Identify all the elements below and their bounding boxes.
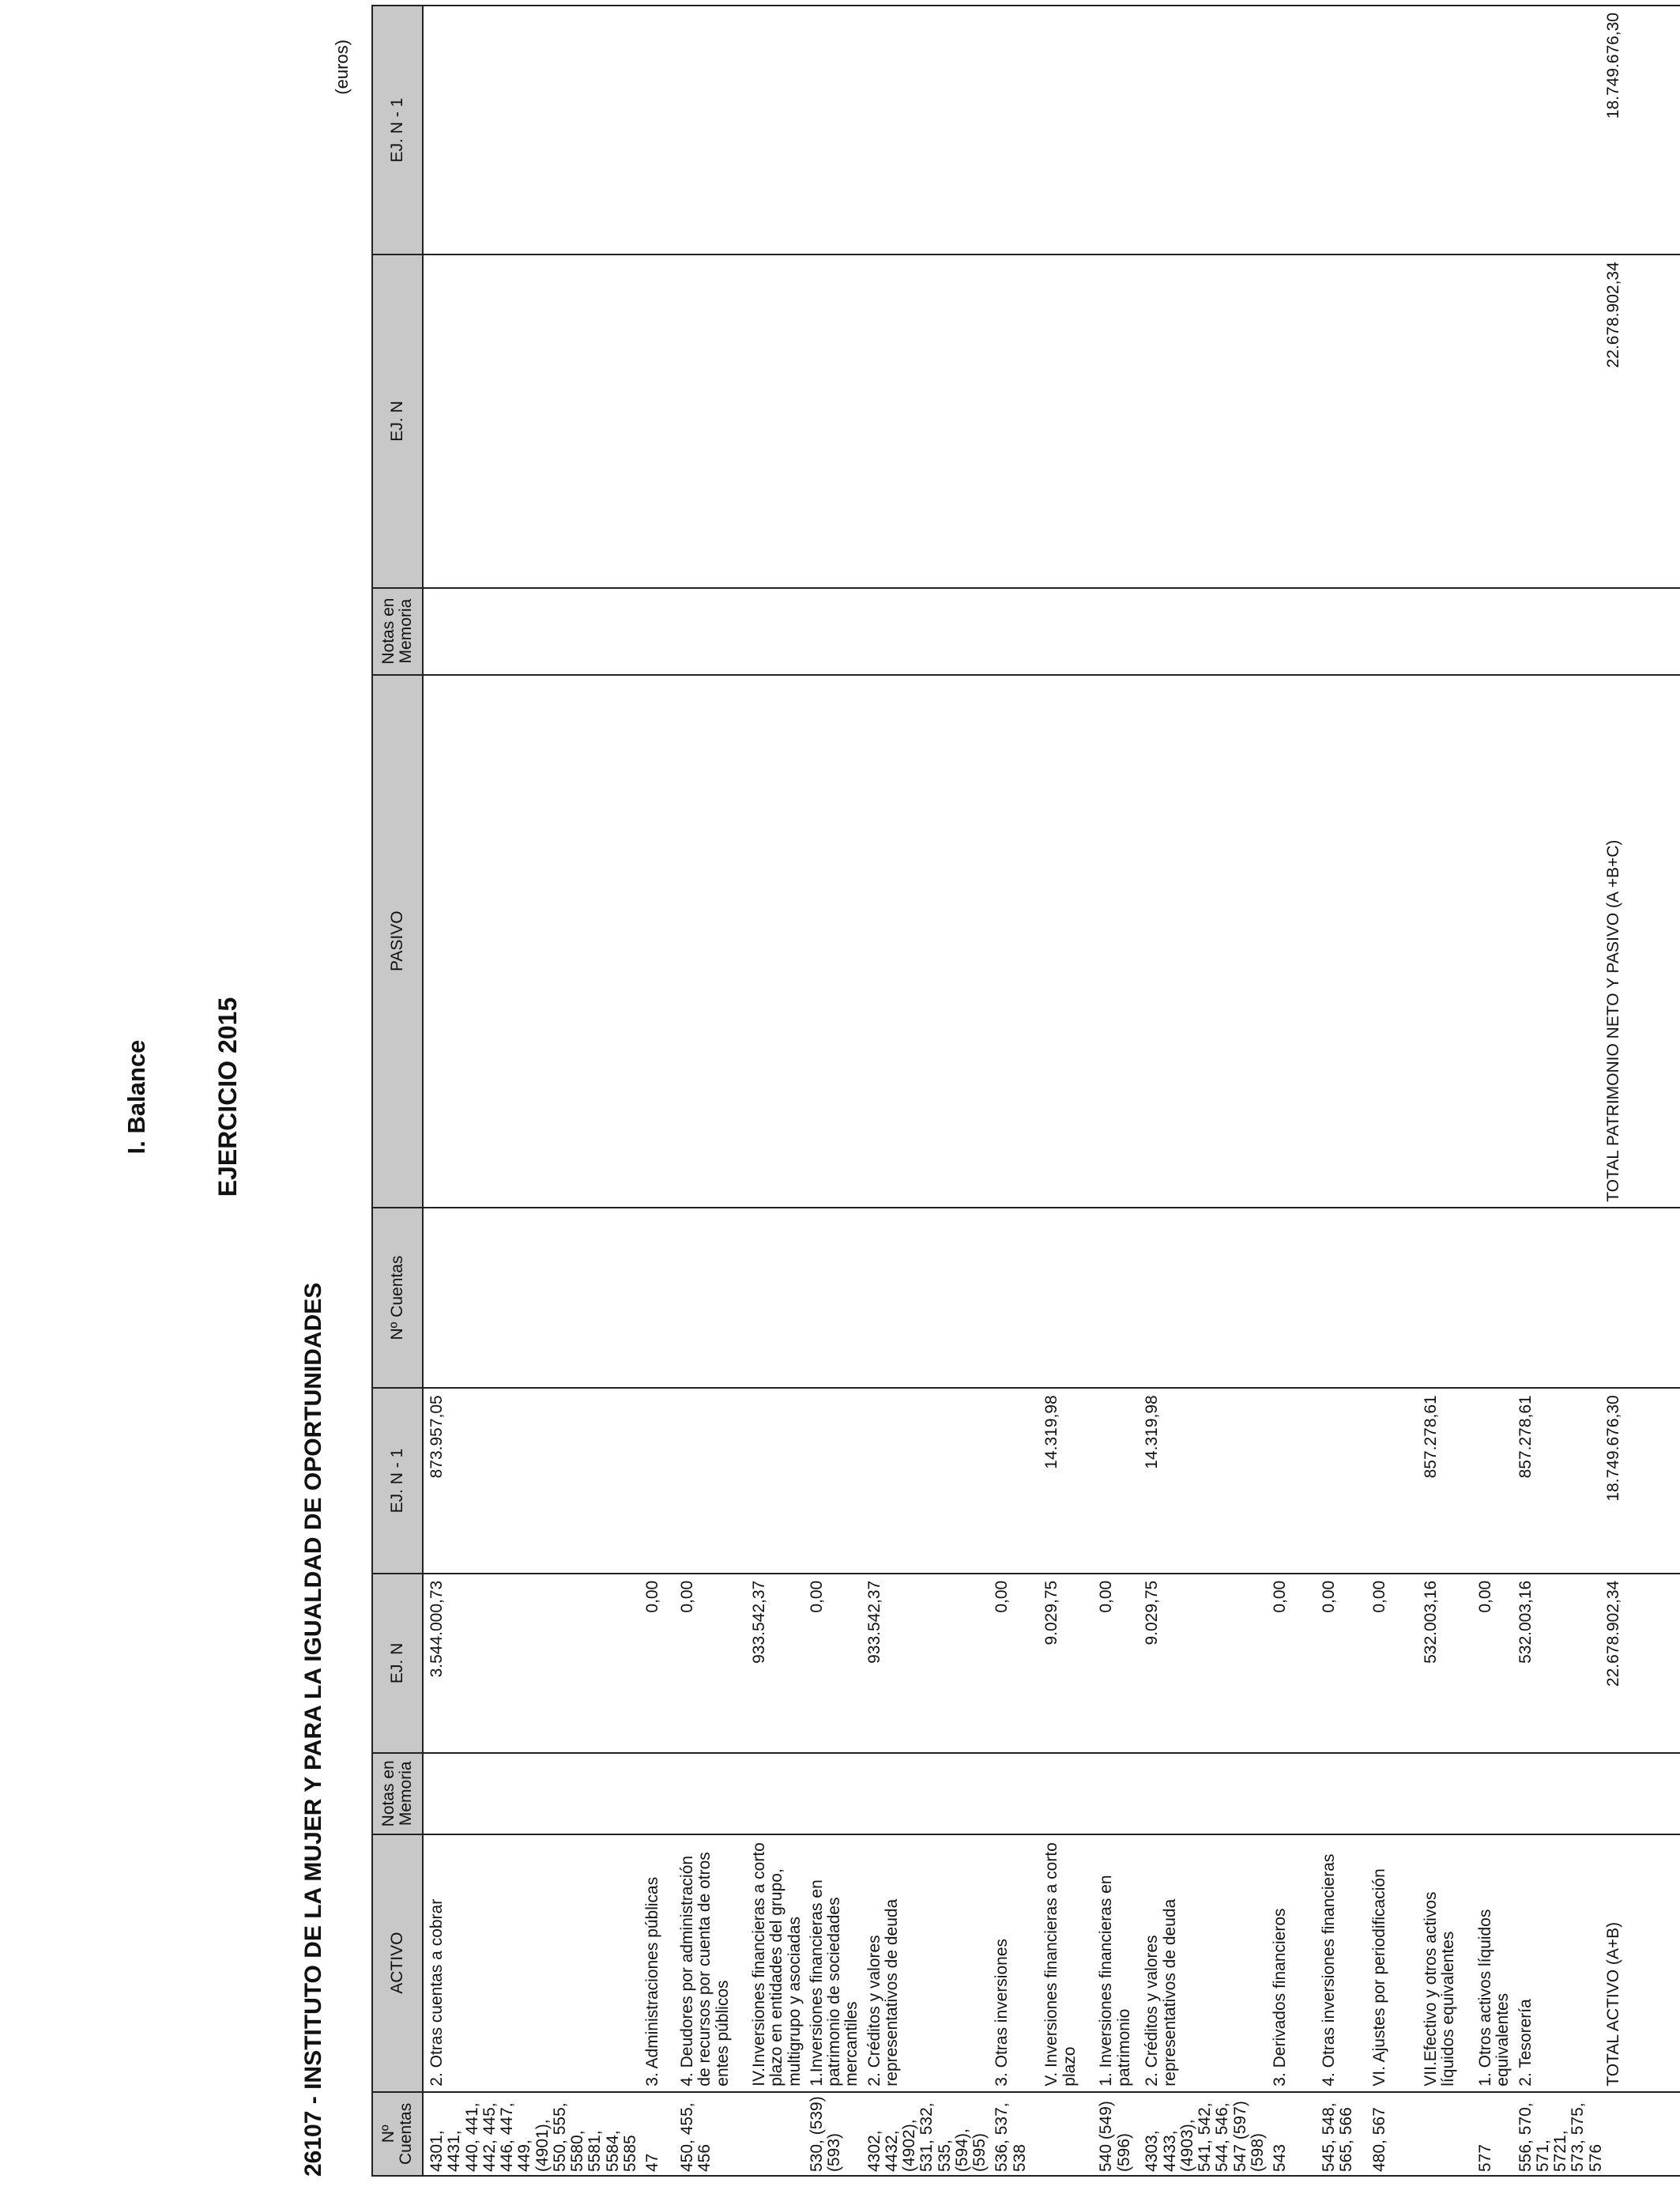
value-ej-n-1-pasivo-empty xyxy=(423,6,1605,254)
notes-cell xyxy=(1316,1753,1366,1834)
notes-cell xyxy=(1418,1753,1472,1834)
page-title: I. Balance xyxy=(122,1039,150,1155)
notes-cell xyxy=(639,1753,674,1834)
account-numbers: 577 xyxy=(1472,2092,1512,2176)
col-ej-n-pasivo: EJ. N xyxy=(372,254,423,587)
value-ej-n: 0,00 xyxy=(639,1574,674,1753)
value-ej-n: 933.542,37 xyxy=(861,1574,989,1753)
table-row xyxy=(423,6,639,2176)
pasivo-total-concept: TOTAL PATRIMONIO NETO Y PASIVO (A +B+C) xyxy=(1605,675,1680,1208)
value-ej-n-1: 857.278,61 xyxy=(1418,1388,1472,1574)
account-numbers: 556, 570, 571, 5721, 573, 575, 576 xyxy=(1512,2092,1605,2176)
value-ej-n: 9.029,75 xyxy=(1038,1574,1093,1753)
entity-name: 26107 - INSTITUTO DE LA MUJER Y PARA LA IGUALDAD DE OPORTUNIDADES xyxy=(300,1282,326,2177)
pasivo-total-ej-n: 22.678.902,34 xyxy=(1605,254,1680,587)
value-ej-n: 933.542,37 xyxy=(746,1574,804,1753)
value-ej-n-1: 857.278,61 xyxy=(1512,1388,1605,1574)
activo-concept: 1. Otros activos líquidos equivalentes xyxy=(1472,1834,1512,2092)
account-numbers: 545, 548, 565, 566 xyxy=(1316,2092,1366,2176)
pasivo-total-ej-n-1: 18.749.676,30 xyxy=(1605,6,1680,254)
value-ej-n-1 xyxy=(746,1388,804,1574)
activo-concept: 3. Administraciones públicas xyxy=(639,1834,674,2092)
activo-concept: VII.Efectivo y otros activos líquidos equivalentes xyxy=(1418,1834,1472,2092)
notes-cell xyxy=(1093,1753,1139,1834)
notes-cell xyxy=(1605,1753,1680,1834)
notes-cell xyxy=(1038,1753,1093,1834)
value-ej-n-1 xyxy=(674,1388,746,1574)
notes-cell xyxy=(423,1753,639,1834)
account-numbers xyxy=(746,2092,804,2176)
value-ej-n-1: 14.319,98 xyxy=(1038,1388,1093,1574)
value-ej-n-1 xyxy=(1472,1388,1512,1574)
value-ej-n: 0,00 xyxy=(1366,1574,1418,1753)
col-ej-n-1: EJ. N - 1 xyxy=(372,1388,423,1574)
value-ej-n: 0,00 xyxy=(1472,1574,1512,1753)
accounts-pasivo-cell-empty xyxy=(423,1208,1605,1388)
value-ej-n: 9.029,75 xyxy=(1139,1574,1267,1753)
value-ej-n-1: 14.319,98 xyxy=(1139,1388,1267,1574)
notes-cell xyxy=(674,1753,746,1834)
col-activo: ACTIVO xyxy=(372,1834,423,2092)
account-numbers: 4301, 4431, 440, 441, 442, 445, 446, 447, 449, (4901), 550, 555, 5580, 5581, 5584, 5585 xyxy=(423,2092,639,2176)
notes-cell xyxy=(804,1753,861,1834)
activo-concept: 3. Derivados financieros xyxy=(1267,1834,1316,2092)
account-numbers: 480, 567 xyxy=(1366,2092,1418,2176)
activo-concept: TOTAL ACTIVO (A+B) xyxy=(1605,1834,1680,2092)
col-notes: Notas en Memoria xyxy=(372,1753,423,1834)
account-numbers: 450, 455, 456 xyxy=(674,2092,746,2176)
account-numbers xyxy=(1038,2092,1093,2176)
notes-cell xyxy=(1472,1753,1512,1834)
pasivo-concept-empty xyxy=(423,675,1605,1208)
notes-pasivo-cell xyxy=(1605,588,1680,675)
account-numbers: 4302, 4432, (4902), 531, 532, 535, (594), (595) xyxy=(861,2092,989,2176)
value-ej-n-1 xyxy=(1366,1388,1418,1574)
col-ej-n: EJ. N xyxy=(372,1574,423,1753)
notes-cell xyxy=(1139,1753,1267,1834)
account-numbers: 47 xyxy=(639,2092,674,2176)
notes-cell xyxy=(1512,1753,1605,1834)
account-numbers: 543 xyxy=(1267,2092,1316,2176)
value-ej-n: 0,00 xyxy=(674,1574,746,1753)
value-ej-n: 0,00 xyxy=(804,1574,861,1753)
table-header-row xyxy=(372,6,423,2176)
activo-concept: 2. Otras cuentas a cobrar xyxy=(423,1834,639,2092)
value-ej-n-1 xyxy=(1316,1388,1366,1574)
account-numbers: 540 (549) (596) xyxy=(1093,2092,1139,2176)
value-ej-n: 3.544.000,73 xyxy=(423,1574,639,1753)
col-pasivo: PASIVO xyxy=(372,675,423,1208)
col-accounts-pasivo: Nº Cuentas xyxy=(372,1208,423,1388)
account-numbers: 536, 537, 538 xyxy=(989,2092,1038,2176)
value-ej-n: 0,00 xyxy=(1316,1574,1366,1753)
value-ej-n-1: 18.749.676,30 xyxy=(1605,1388,1680,1574)
table-row xyxy=(1605,6,1680,2176)
activo-concept: 2. Créditos y valores representativos de deuda xyxy=(861,1834,989,2092)
balance-table xyxy=(371,5,1680,2177)
activo-concept: VI. Ajustes por periodificación xyxy=(1366,1834,1418,2092)
currency-units: (euros) xyxy=(332,40,352,95)
value-ej-n-pasivo-empty xyxy=(423,254,1605,587)
activo-concept: 2. Créditos y valores representativos de deuda xyxy=(1139,1834,1267,2092)
col-notes-pasivo: Notas en Memoria xyxy=(372,588,423,675)
activo-concept: 3. Otras inversiones xyxy=(989,1834,1038,2092)
notes-cell xyxy=(1366,1753,1418,1834)
account-numbers: 4303, 4433, (4903), 541, 542, 544, 546, 547 (597) (598) xyxy=(1139,2092,1267,2176)
activo-concept: 4. Otras inversiones financieras xyxy=(1316,1834,1366,2092)
account-numbers: 530, (539) (593) xyxy=(804,2092,861,2176)
value-ej-n: 0,00 xyxy=(1267,1574,1316,1753)
account-numbers-pasivo xyxy=(1605,1208,1680,1388)
value-ej-n-1 xyxy=(989,1388,1038,1574)
value-ej-n-1 xyxy=(804,1388,861,1574)
activo-concept: V. Inversiones financieras a corto plazo xyxy=(1038,1834,1093,2092)
account-numbers xyxy=(1418,2092,1472,2176)
value-ej-n-1: 873.957,05 xyxy=(423,1388,639,1574)
notes-cell xyxy=(1267,1753,1316,1834)
notes-cell xyxy=(746,1753,804,1834)
value-ej-n: 0,00 xyxy=(1093,1574,1139,1753)
value-ej-n: 532.003,16 xyxy=(1512,1574,1605,1753)
notes-cell xyxy=(861,1753,989,1834)
value-ej-n: 532.003,16 xyxy=(1418,1574,1472,1753)
fiscal-year: EJERCICIO 2015 xyxy=(213,997,242,1197)
activo-concept: 2. Tesorería xyxy=(1512,1834,1605,2092)
value-ej-n-1 xyxy=(861,1388,989,1574)
value-ej-n: 0,00 xyxy=(989,1574,1038,1753)
value-ej-n-1 xyxy=(1093,1388,1139,1574)
activo-concept: 4. Deudores por administración de recursos por cuenta de otros entes públicos xyxy=(674,1834,746,2092)
value-ej-n-1 xyxy=(1267,1388,1316,1574)
value-ej-n: 22.678.902,34 xyxy=(1605,1574,1680,1753)
notes-cell xyxy=(989,1753,1038,1834)
activo-concept: 1. Inversiones financieras en patrimonio xyxy=(1093,1834,1139,2092)
activo-concept: IV.Inversiones financieras a corto plazo en entidades del grupo, multigrupo y asociadas xyxy=(746,1834,804,2092)
account-numbers xyxy=(1605,2092,1680,2176)
activo-concept: 1.Inversiones financieras en patrimonio de sociedades mercantiles xyxy=(804,1834,861,2092)
value-ej-n-1 xyxy=(639,1388,674,1574)
col-accounts: Nº Cuentas xyxy=(372,2092,423,2176)
notes-pasivo-cell-empty xyxy=(423,588,1605,675)
col-ej-n-1-pasivo: EJ. N - 1 xyxy=(372,6,423,254)
